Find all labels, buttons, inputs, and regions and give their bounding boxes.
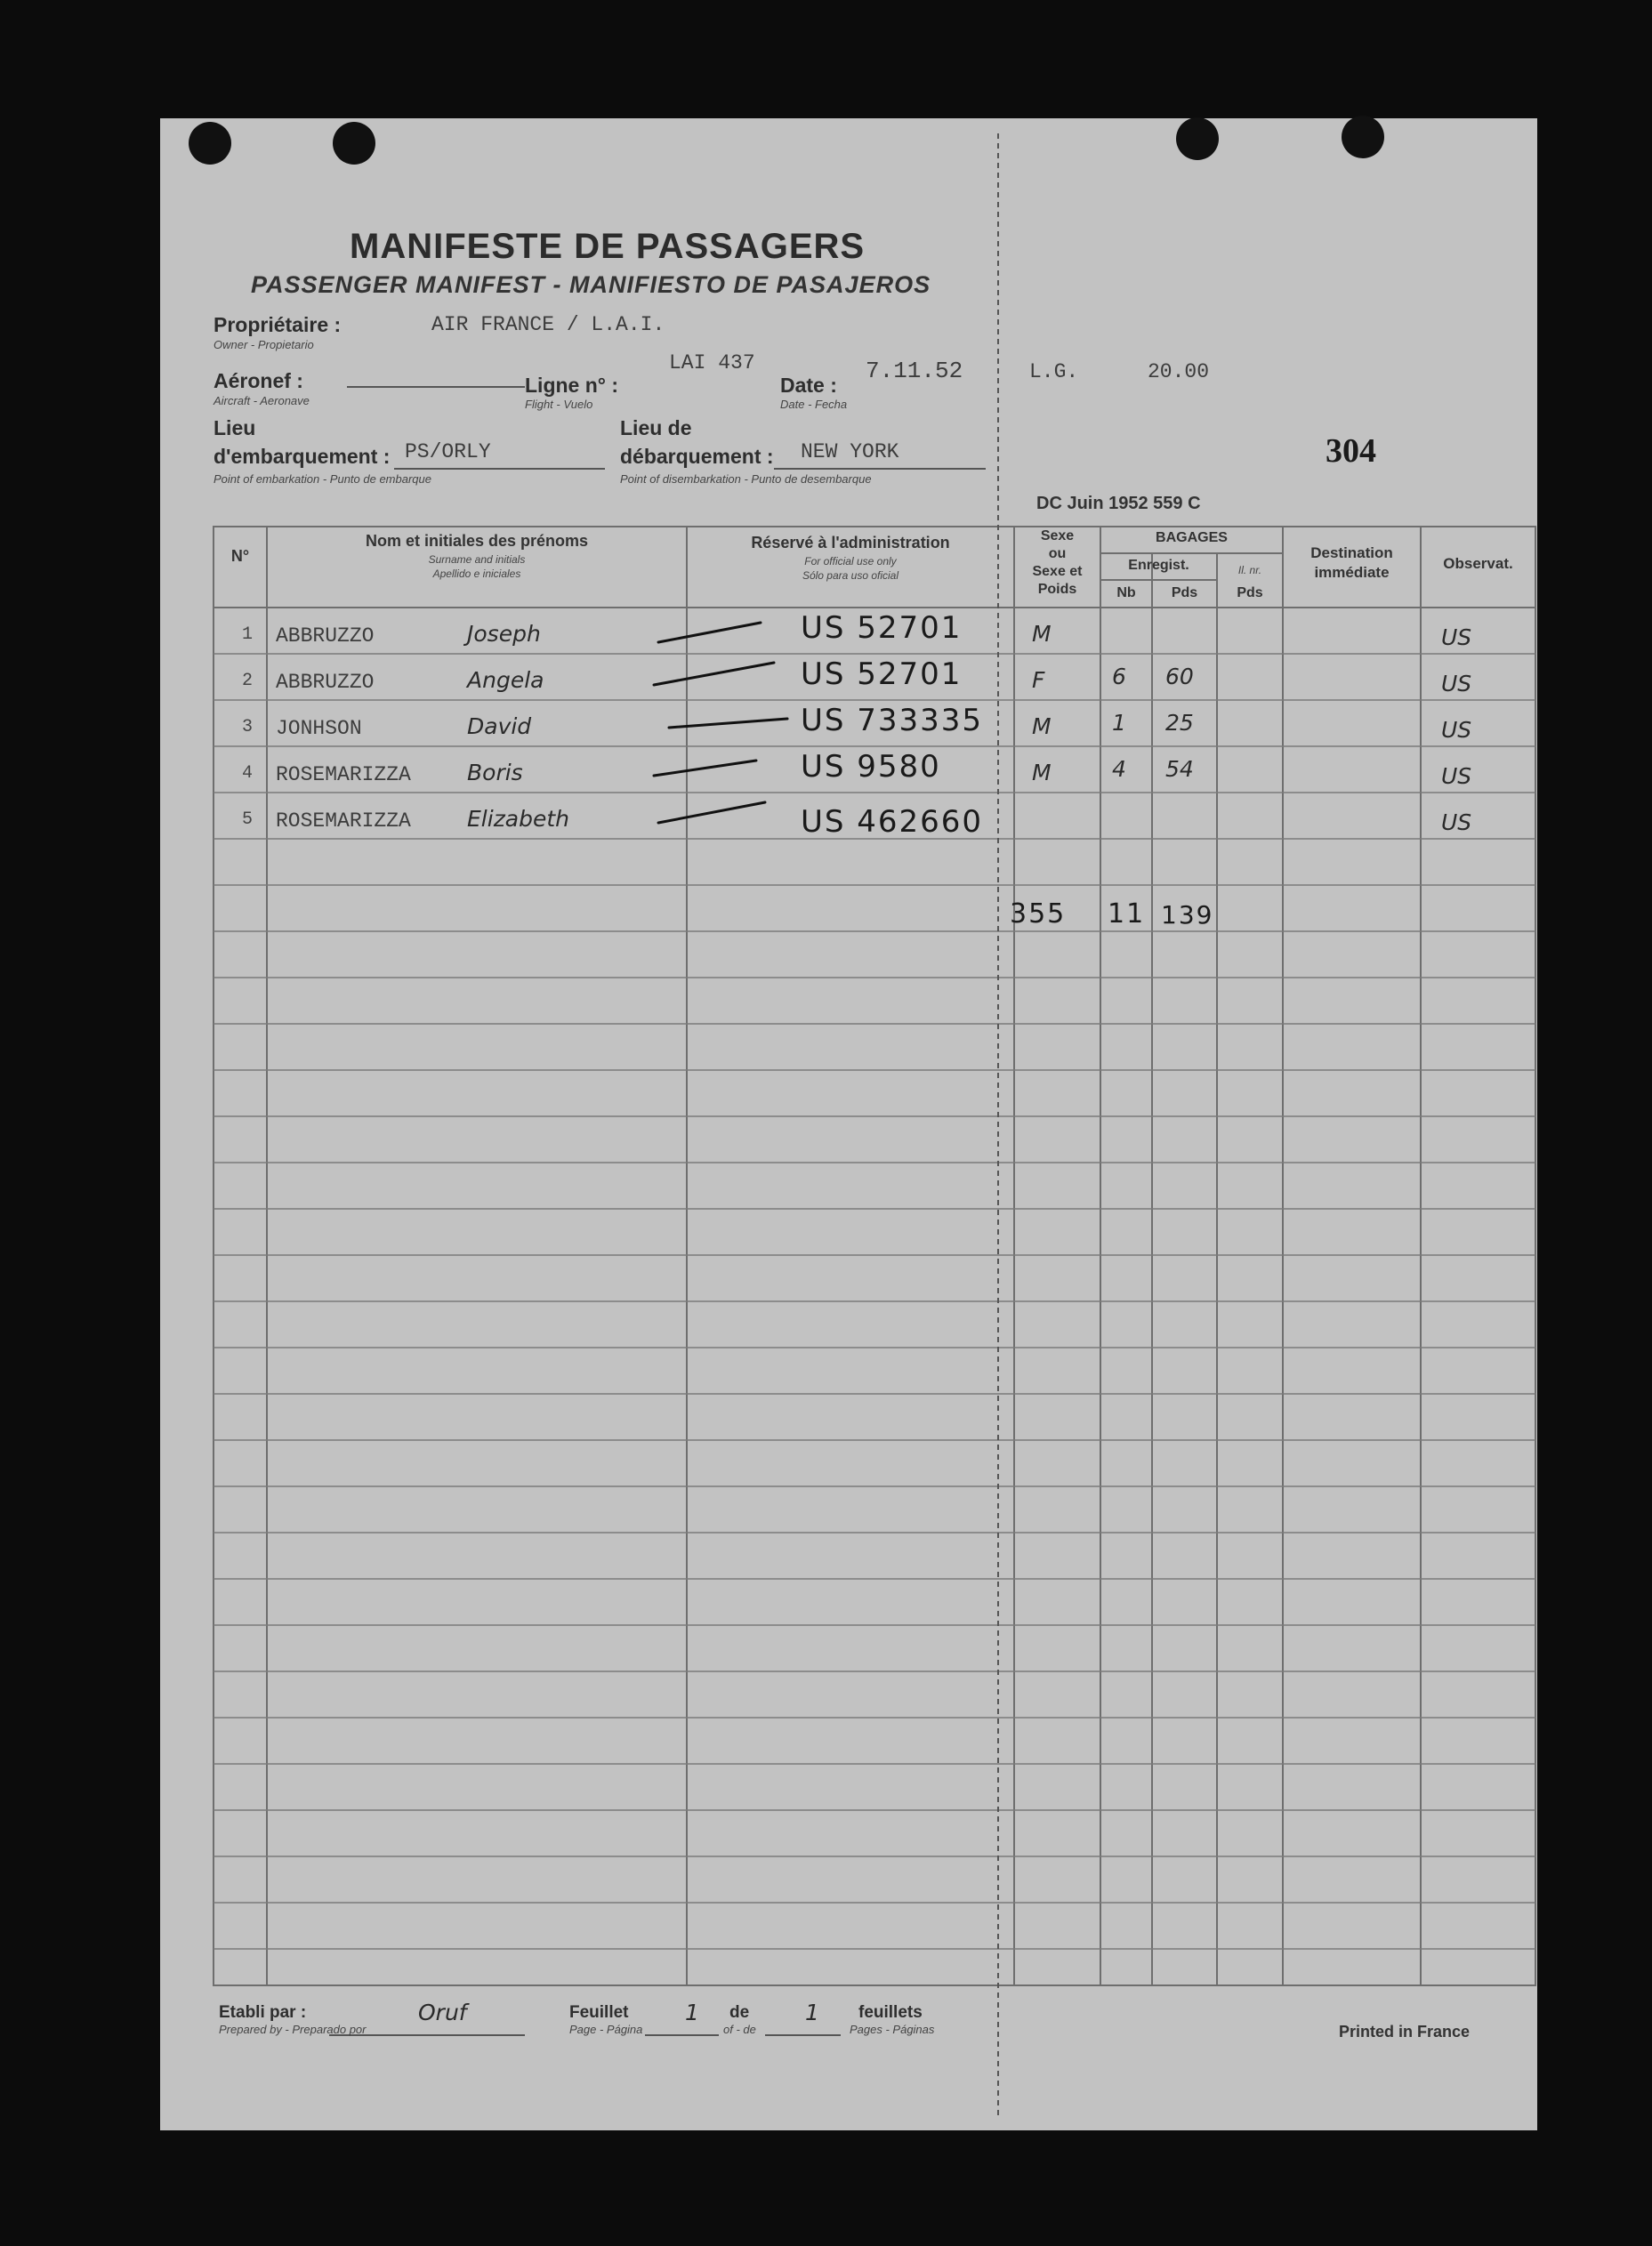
date-value: 7.11.52 bbox=[866, 358, 963, 384]
line-sub: Flight - Vuelo bbox=[525, 398, 593, 411]
of-sub: of - de bbox=[723, 2023, 756, 2036]
owner-sub: Owner - Propietario bbox=[214, 338, 314, 351]
pages-sub: Pages - Páginas bbox=[850, 2023, 935, 2036]
line-value: LAI 437 bbox=[669, 351, 755, 374]
aircraft-sub: Aircraft - Aeronave bbox=[214, 394, 310, 407]
row-admin-number: US 462660 bbox=[801, 804, 984, 840]
row-admin-number: US 9580 bbox=[801, 749, 941, 785]
owner-value: AIR FRANCE / L.A.I. bbox=[431, 313, 665, 336]
row-first-name: David bbox=[467, 713, 532, 739]
owner-label: Propriétaire : bbox=[214, 313, 342, 336]
embark-label-2: d'embarquement : bbox=[214, 445, 391, 468]
row-number: 5 bbox=[242, 809, 254, 830]
row-surname: ROSEMARIZZA bbox=[276, 809, 411, 833]
col-no-header: N° bbox=[230, 547, 250, 565]
prepared-value: Oruf bbox=[418, 2000, 467, 2025]
stamp-number: 304 bbox=[1326, 432, 1376, 470]
disembark-label-1: Lieu de bbox=[620, 416, 692, 439]
row-observation: US bbox=[1441, 809, 1472, 835]
col-name-sub2: Apellido e iniciales bbox=[432, 568, 521, 580]
col-dest-2: immédiate bbox=[1314, 564, 1390, 581]
prepared-sub: Prepared by - Preparado por bbox=[219, 2023, 367, 2036]
row-bag-pds: 60 bbox=[1165, 664, 1194, 689]
page-label: Feuillet bbox=[569, 2003, 629, 2022]
col-sex-1: Sexe bbox=[1040, 528, 1075, 543]
prepared-label: Etabli par : bbox=[219, 2003, 307, 2022]
row-sex: M bbox=[1032, 760, 1052, 785]
embark-value: PS/ORLY bbox=[405, 440, 491, 463]
row-number: 1 bbox=[242, 624, 254, 645]
printed-in-france: Printed in France bbox=[1339, 2023, 1471, 2041]
col-admin-sub1: For official use only bbox=[804, 555, 897, 568]
row-first-name: Angela bbox=[467, 667, 544, 693]
col-name-header: Nom et initiales des prénoms bbox=[365, 532, 589, 550]
row-bag-nb: 6 bbox=[1112, 664, 1126, 689]
col-sex-3: Sexe et bbox=[1032, 564, 1083, 579]
row-admin-number: US 733335 bbox=[801, 703, 984, 738]
col-bag-pds: Pds bbox=[1171, 585, 1198, 600]
page-sub: Page - Página bbox=[569, 2023, 643, 2036]
of-label: de bbox=[729, 2003, 750, 2022]
row-sex: M bbox=[1032, 713, 1052, 739]
row-bag-pds: 54 bbox=[1165, 756, 1194, 782]
total-weight: 355 bbox=[1010, 898, 1067, 930]
row-bag-nb: 1 bbox=[1112, 710, 1126, 736]
col-bag-registered: Enregist. bbox=[1128, 558, 1189, 573]
row-bag-nb: 4 bbox=[1112, 756, 1126, 782]
col-bag-nr: Il. nr. bbox=[1237, 564, 1262, 576]
row-observation: US bbox=[1441, 624, 1472, 650]
col-bag-nb: Nb bbox=[1116, 585, 1136, 600]
col-bagages-header: BAGAGES bbox=[1156, 530, 1228, 545]
row-admin-number: US 52701 bbox=[801, 610, 963, 646]
disembark-value: NEW YORK bbox=[801, 440, 899, 463]
row-admin-number: US 52701 bbox=[801, 656, 963, 692]
total-bag-pds: 139 bbox=[1161, 900, 1214, 930]
row-first-name: Joseph bbox=[467, 621, 541, 647]
row-number: 2 bbox=[242, 671, 254, 691]
col-admin-sub2: Sólo para uso oficial bbox=[802, 569, 899, 582]
manifest-title: MANIFESTE DE PASSAGERS bbox=[350, 227, 866, 266]
col-sex-2: ou bbox=[1048, 546, 1067, 561]
line-label: Ligne n° : bbox=[525, 374, 619, 397]
row-number: 3 bbox=[242, 717, 254, 737]
col-name-sub1: Surname and initials bbox=[428, 553, 526, 566]
row-sex: M bbox=[1032, 621, 1052, 647]
row-sex: F bbox=[1032, 667, 1045, 693]
pages-label: feuillets bbox=[858, 2003, 923, 2022]
row-surname: ABBRUZZO bbox=[276, 624, 375, 648]
row-first-name: Boris bbox=[467, 760, 523, 785]
row-surname: ABBRUZZO bbox=[276, 671, 375, 694]
row-first-name: Elizabeth bbox=[467, 806, 570, 832]
col-dest-1: Destination bbox=[1310, 544, 1393, 561]
row-observation: US bbox=[1441, 671, 1472, 696]
page-value: 1 bbox=[685, 2000, 699, 2025]
col-bag-pds2: Pds bbox=[1237, 585, 1263, 600]
col-admin-header: Réservé à l'administration bbox=[751, 534, 950, 551]
of-value: 1 bbox=[805, 2000, 819, 2025]
row-surname: JONHSON bbox=[276, 717, 362, 740]
row-observation: US bbox=[1441, 717, 1472, 743]
extra-value-1: L.G. bbox=[1029, 360, 1079, 383]
row-number: 4 bbox=[242, 763, 254, 784]
row-observation: US bbox=[1441, 763, 1472, 789]
row-bag-pds: 25 bbox=[1165, 710, 1194, 736]
disembark-sub: Point of disembarkation - Punto de desembarque bbox=[620, 472, 872, 486]
row-surname: ROSEMARIZZA bbox=[276, 763, 411, 786]
embark-label-1: Lieu bbox=[214, 416, 256, 439]
date-label: Date : bbox=[780, 374, 837, 397]
disembark-label-2: débarquement : bbox=[620, 445, 774, 468]
col-sex-4: Poids bbox=[1037, 582, 1077, 597]
embark-sub: Point of embarkation - Punto de embarque bbox=[214, 472, 431, 486]
extra-value-2: 20.00 bbox=[1148, 360, 1210, 383]
aircraft-label: Aéronef : bbox=[214, 369, 303, 392]
manifest-subtitle: PASSENGER MANIFEST - MANIFIESTO DE PASAJEROS bbox=[251, 271, 931, 298]
form-code: DC Juin 1952 559 C bbox=[1036, 494, 1201, 513]
total-bag-nb: 11 bbox=[1108, 898, 1146, 930]
col-obs-header: Observat. bbox=[1443, 555, 1513, 572]
date-sub: Date - Fecha bbox=[780, 398, 848, 411]
